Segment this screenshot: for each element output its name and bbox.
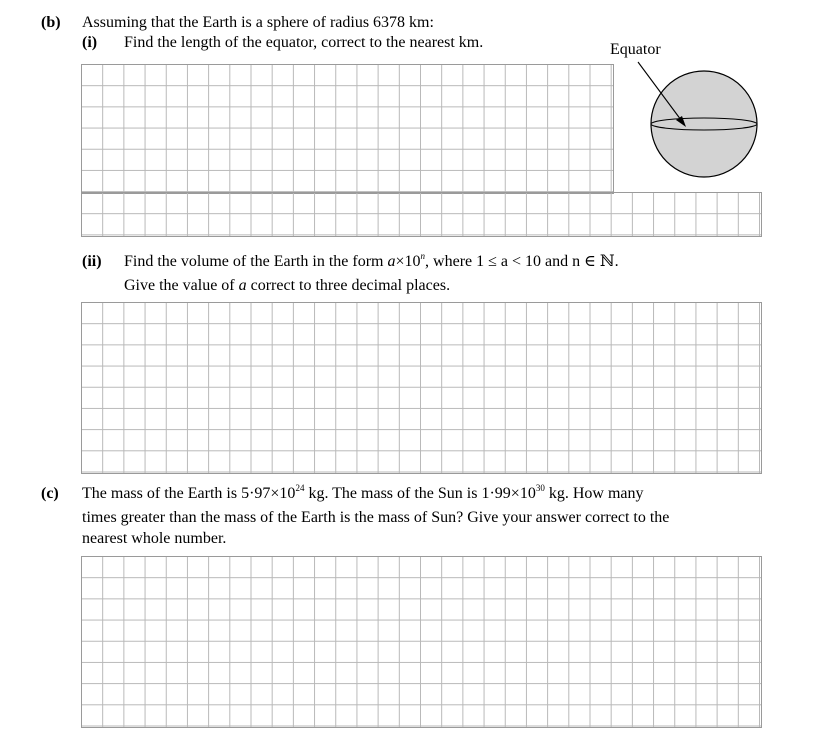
part-c-line2: times greater than the mass of the Earth is the mass of Sun? Give your answer correct to the xyxy=(82,509,670,526)
part-c-line3: nearest whole number. xyxy=(82,530,227,547)
part-b-ii-label: (ii) xyxy=(82,253,102,270)
part-b-label: (b) xyxy=(41,14,61,31)
answer-grid-i-top[interactable] xyxy=(81,64,614,194)
earth-diagram xyxy=(600,38,770,183)
answer-grid-i-bottom[interactable] xyxy=(81,192,762,237)
part-b-intro: Assuming that the Earth is a sphere of radius 6378 km: xyxy=(82,14,434,31)
part-b-ii-line2: Give the value of a correct to three decimal places. xyxy=(124,277,451,294)
answer-grid-c[interactable] xyxy=(81,556,762,728)
answer-grid-ii[interactable] xyxy=(81,302,762,474)
part-b-i-label: (i) xyxy=(82,34,98,51)
part-b-ii-line1: Find the volume of the Earth in the form $a\times 10^n$, where 1 ≤ a < 10 and n ∈ ℕ. xyxy=(124,251,619,270)
part-b-i-text: Find the length of the equator, correct to the nearest km. xyxy=(124,34,484,51)
part-c-label: (c) xyxy=(41,485,59,502)
sphere-icon xyxy=(651,71,757,177)
sphere-figure xyxy=(600,38,770,183)
equator-label: Equator xyxy=(610,41,661,58)
part-c-line1: The mass of the Earth is $5\cdot 97\times 10^{24}$ kg. The mass of the Sun is $1\cdot 99\times 10^{30}$ kg. How many xyxy=(82,483,644,502)
